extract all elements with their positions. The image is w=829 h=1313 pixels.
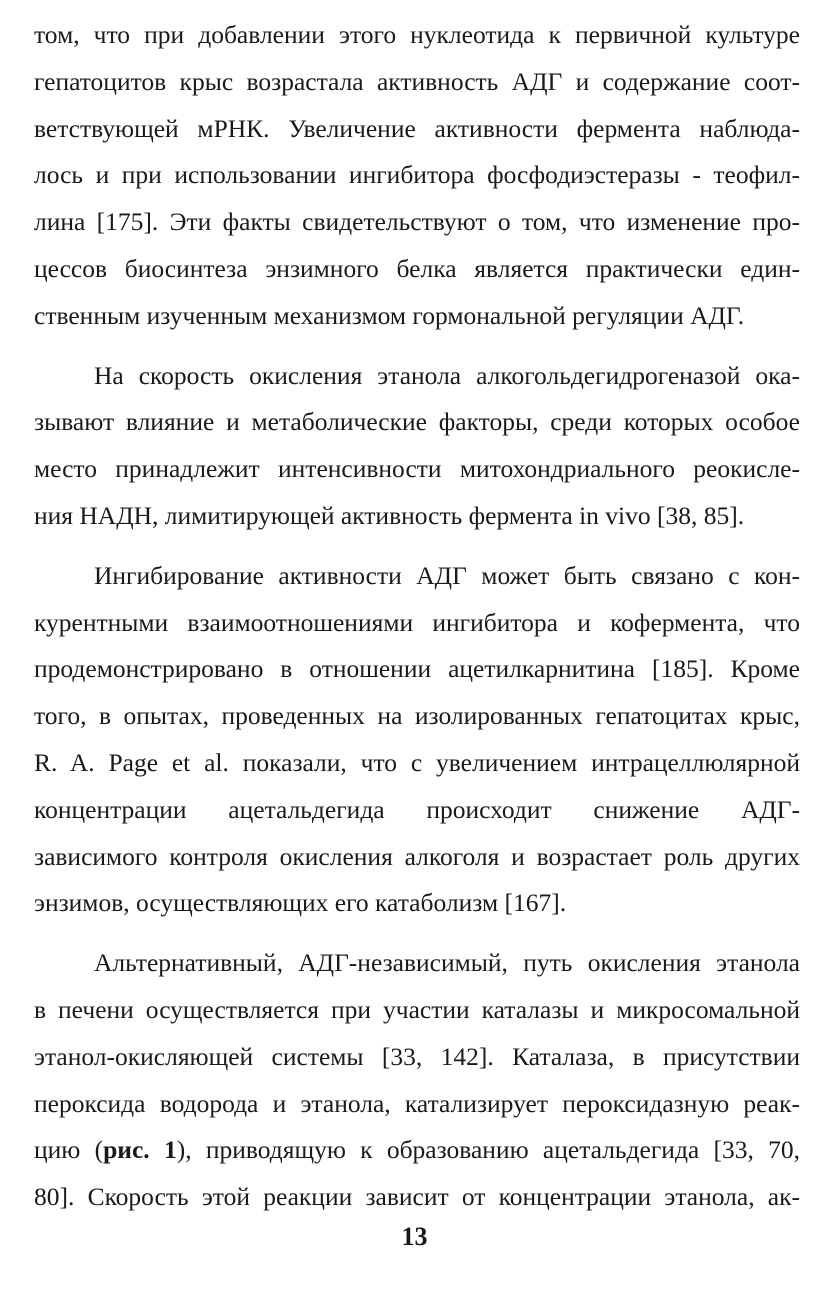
- text-line: место принадлежит интенсивности митохондриального реокисле-: [34, 454, 800, 484]
- text-line: Ингибирование активности АДГ может быть связано с кон-: [94, 560, 800, 590]
- text-line: На скорость окисления этанола алкогольдегидрогеназой ока-: [94, 360, 800, 390]
- text-line: курентными взаимоотношениями ингибитора и кофермента, что: [34, 607, 800, 637]
- text-line: пероксида водорода и этанола, катализирует пероксидазную реак-: [34, 1088, 800, 1118]
- page-body: [34, 12, 800, 1221]
- page-number: 13: [401, 1222, 428, 1251]
- text-line: энзимов, осуществляющих его катаболизм [167].: [34, 888, 567, 918]
- text-line: ветствующей мРНК. Увеличение активности фермента наблюда-: [34, 113, 800, 143]
- text-line: гепатоцитов крыс возрастала активность АДГ и содержание соот-: [34, 66, 800, 96]
- text-fragment: ), приводящую к образованию ацетальдегида [33, 70,: [176, 1135, 801, 1165]
- text-line: зависимого контроля окисления алкоголя и возрастает роль других: [34, 841, 800, 871]
- text-line: этанол-окисляющей системы [33, 142]. Каталаза, в присутствии: [34, 1041, 800, 1071]
- text-line: ния НАДН, лимитирующей активность фермента in vivo [38, 85].: [34, 500, 745, 530]
- figure-reference[interactable]: рис. 1: [103, 1135, 177, 1165]
- text-line: Альтернативный, АДГ-независимый, путь окисления этанола: [94, 948, 800, 978]
- text-line: того, в опытах, проведенных на изолированных гепатоцитах крыс,: [34, 701, 800, 731]
- text-line: том, что при добавлении этого нуклеотида к первичной культуре: [34, 20, 800, 49]
- paragraph-3: [34, 553, 800, 927]
- text-line: R. A. Page et al. показали, что с увеличением интрацеллюлярной: [34, 747, 800, 777]
- text-line: ственным изученным механизмом гормональной регуляции АДГ.: [34, 300, 745, 330]
- text-line: в печени осуществляется при участии каталазы и микросомальной: [34, 994, 800, 1024]
- paragraph-4: [34, 940, 800, 1221]
- text-line: 80]. Скорость этой реакции зависит от концентрации этанола, ак-: [34, 1182, 800, 1212]
- paragraph-2: [34, 353, 800, 540]
- text-line: лина [175]. Эти факты свидетельствуют о том, что изменение про-: [34, 207, 800, 237]
- text-line: продемонстрировано в отношении ацетилкарнитина [185]. Кроме: [34, 654, 800, 684]
- text-fragment: цию (: [34, 1135, 104, 1165]
- text-line-figure-ref: [34, 1127, 800, 1174]
- text-line: цессов биосинтеза энзимного белка является практически един-: [34, 253, 800, 283]
- text-line: зывают влияние и метаболические факторы, среди которых особое: [34, 407, 800, 437]
- text-line: лось и при использовании ингибитора фосфодиэстеразы - теофил-: [34, 160, 800, 190]
- text-line: концентрации ацетальдегида происходит снижение АДГ-: [34, 794, 800, 824]
- paragraph-1: [34, 12, 800, 340]
